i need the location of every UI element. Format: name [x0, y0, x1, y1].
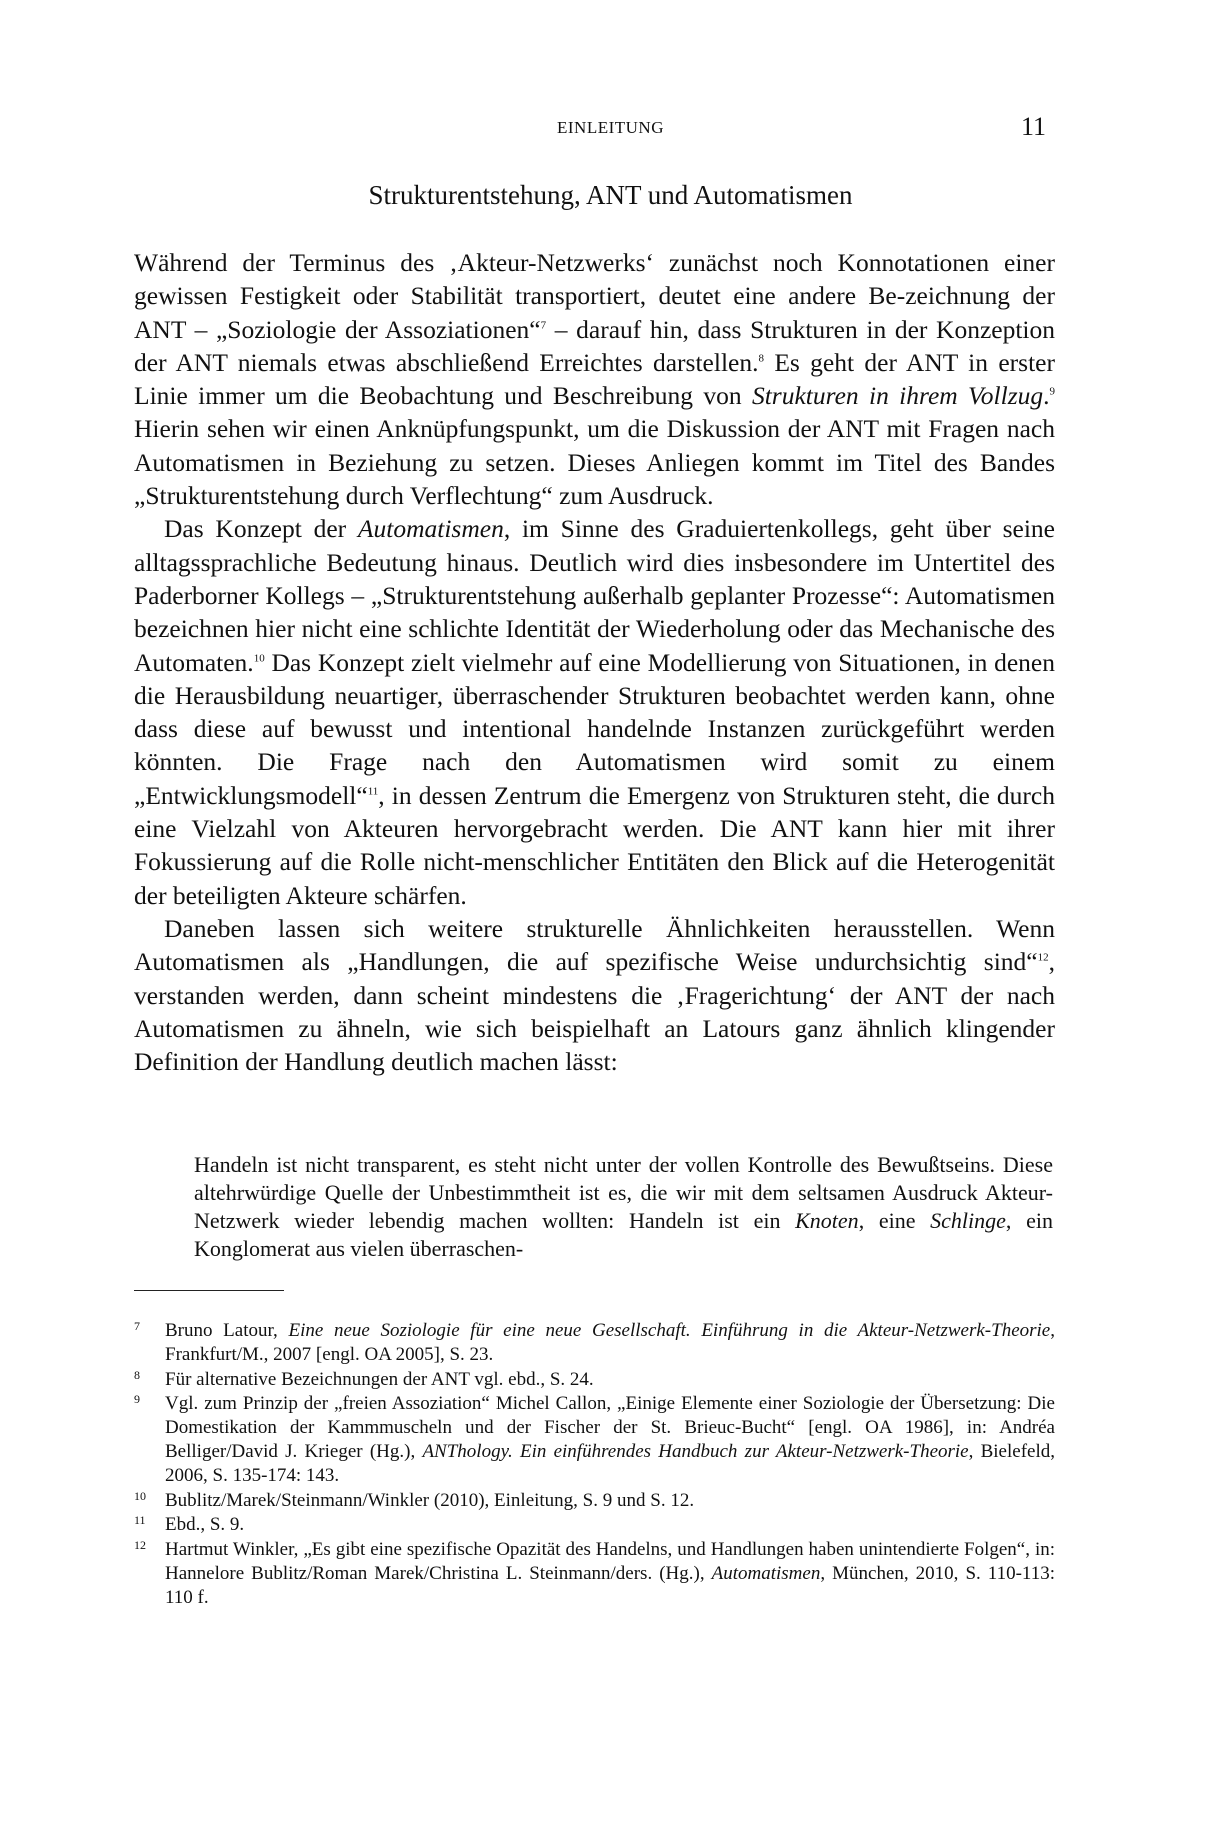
- paragraph-1: [134, 246, 1055, 512]
- paragraph-3: [134, 912, 1055, 1078]
- footnote-number: 11: [134, 1513, 146, 1528]
- footnote-text: [165, 1319, 1055, 1367]
- body-text: [134, 246, 1055, 1078]
- emphasis-text: Automatismen: [711, 1562, 821, 1584]
- block-quote: [194, 1151, 1053, 1263]
- footnote-text-part: Vgl. zum Prinzip der „freien Assoziation“ Michel Callon, „Einige Elemente einer Soziologie der Übersetzung: Die Domestikation der Kammmuscheln und der Fischer der St. Brieuc-Bucht“ [engl. OA 1986], in: Andréa Belliger/David J. Krieger (Hg.),: [165, 1393, 1055, 1462]
- paragraph-3-text: Daneben lassen sich weitere strukturelle Ähnlichkeiten herausstellen. Wenn Automatismen als „Handlungen, die auf spezifische Weise undurchsichtig sind“: [134, 913, 1055, 977]
- footnote-text-part: Bruno Latour,: [165, 1320, 289, 1341]
- footnote-number: 12: [134, 1538, 146, 1553]
- paragraph-2-text: , im Sinne des Graduiertenkollegs, geht über seine alltagssprachliche Bedeutung hinaus. Deutlich wird dies insbesondere im Untertitel des Paderborner Kollegs – „Strukturentstehung außerhalb geplanter Prozesse“: Automatismen bezeichnen hier nicht eine schlichte Identität der Wiederholung oder das Mechanische des Automaten.: [134, 514, 1055, 677]
- quote-text: , eine: [858, 1208, 931, 1233]
- footnotes: [134, 1319, 1055, 1611]
- footnote-ref-12: 12: [1037, 951, 1049, 964]
- paragraph-1-text: – darauf hin, dass Strukturen in der Konzeption der ANT niemals etwas abschließend Erreichtes darstellen.: [134, 314, 1056, 377]
- footnote-ref-7: 7: [540, 319, 547, 332]
- footnote-8: [134, 1368, 1055, 1392]
- footnote-text-part: , Frankfurt/M., 2007 [engl. OA 2005], S. 23.: [165, 1320, 1055, 1365]
- footnote-text: [165, 1513, 1055, 1537]
- quote-text: , ein Konglomerat aus vielen überraschen-: [194, 1208, 1053, 1261]
- footnote-12: [134, 1538, 1055, 1609]
- paragraph-2: [134, 512, 1055, 912]
- quote-text: Handeln ist nicht transparent, es steht nicht unter der vollen Kontrolle des Bewußtseins. Diese altehrwürdige Quelle der Unbestimmtheit ist es, die wir mit dem seltsamen Ausdruck Akteur-Netzwerk wieder lebendig machen wollten: Handeln ist ein: [194, 1152, 1053, 1233]
- emphasis-text: Strukturen in ihrem Vollzug: [751, 381, 1044, 411]
- footnote-text: [165, 1368, 1055, 1392]
- running-head-title: EINLEITUNG: [557, 118, 664, 137]
- emphasis-text: Knoten: [795, 1208, 859, 1233]
- footnote-ref-10: 10: [253, 652, 265, 665]
- footnote-11: [134, 1513, 1055, 1537]
- paragraph-1-text: Hierin sehen wir einen Anknüpfungspunkt, um die Diskussion der ANT mit Fragen nach Automatismen in Beziehung zu setzen. Dieses Anliegen kommt im Titel des Bandes „Strukturentstehung durch Verflechtung“ zum Ausdruck.: [134, 414, 1055, 511]
- footnote-text-part: Ebd., S. 9.: [165, 1514, 245, 1536]
- footnote-number: 7: [134, 1319, 140, 1333]
- footnote-text-part: Hartmut Winkler, „Es gibt eine spezifische Opazität des Handelns, und Handlungen haben unintendierte Folgen“, in: Hannelore Bublitz/Roman Marek/Christina L. Steinmann/ders. (Hg.),: [165, 1539, 1055, 1584]
- footnote-ref-8: 8: [758, 352, 764, 365]
- footnote-text: [165, 1538, 1055, 1609]
- footnote-number: 10: [134, 1488, 146, 1503]
- footnote-ref-11: 11: [367, 785, 379, 798]
- emphasis-text: Automatismen: [357, 514, 504, 544]
- footnote-divider: [134, 1290, 284, 1291]
- footnote-text: [165, 1489, 1055, 1513]
- footnote-text-part: Bublitz/Marek/Steinmann/Winkler (2010), Einleitung, S. 9 und S. 12.: [165, 1489, 695, 1511]
- paragraph-1-text: Während der Terminus des ‚Akteur-Netzwerks‘ zunächst noch Konnotationen einer gewissen Festigkeit oder Stabilität transportiert, deutet eine andere Be-zeichnung der ANT – „Soziologie der Assoziationen“: [134, 248, 1055, 344]
- section-heading: Strukturentstehung, ANT und Automatismen: [368, 180, 853, 210]
- paragraph-2-text: Das Konzept der: [164, 514, 358, 544]
- footnote-text-part: , Bielefeld, 2006, S. 135-174: 143.: [165, 1440, 1055, 1486]
- block-quote-paragraph: [194, 1151, 1053, 1263]
- footnote-text-part: , München, 2010, S. 110-113: 110 f.: [165, 1562, 1055, 1608]
- paragraph-2-text: Das Konzept zielt vielmehr auf eine Modellierung von Situationen, in denen die Herausbildung neuartiger, überraschender Strukturen beobachtet werden kann, ohne dass diese auf bewusst und intentional handelnde Instanzen zurückgeführt werden könnten. Die Frage nach den Automatismen wird somit zu einem „Entwicklungsmodell“: [134, 647, 1055, 810]
- footnote-text-part: Für alternative Bezeichnungen der ANT vgl. ebd., S. 24.: [165, 1368, 594, 1390]
- running-head: [0, 112, 1221, 146]
- footnote-7: [134, 1319, 1055, 1367]
- emphasis-text: Eine neue Soziologie für eine neue Gesellschaft. Einführung in die Akteur-Netzwerk-Theorie: [288, 1320, 1051, 1341]
- emphasis-text: Schlinge: [930, 1208, 1006, 1233]
- footnote-ref-9: 9: [1049, 385, 1055, 398]
- paragraph-1-text: Es geht der ANT in erster Linie immer um die Beobachtung und Beschreibung von: [134, 347, 1055, 411]
- footnote-number: 8: [134, 1367, 140, 1382]
- paragraph-1-text: .: [1043, 381, 1050, 411]
- footnote-10: [134, 1489, 1055, 1513]
- footnote-9: [134, 1392, 1055, 1487]
- page-number: 11: [1020, 112, 1046, 141]
- footnote-number: 9: [134, 1392, 140, 1407]
- paragraph-3-text: , verstanden werden, dann scheint mindestens die ‚Fragerichtung‘ der ANT der nach Automatismen zu ähneln, wie sich beispielhaft an Latours ganz ähnlich klingender Definition der Handlung deutlich machen lässt:: [134, 947, 1055, 1077]
- paragraph-2-text: , in dessen Zentrum die Emergenz von Strukturen steht, die durch eine Vielzahl von Akteuren hervorgebracht werden. Die ANT kann hier mit ihrer Fokussierung auf die Rolle nicht-menschlicher Entitäten den Blick auf die Heterogenität der beteiligten Akteure schärfen.: [134, 780, 1055, 910]
- footnote-text: [165, 1392, 1055, 1487]
- emphasis-text: ANThology. Ein einführendes Handbuch zur Akteur-Netzwerk-Theorie: [422, 1440, 969, 1462]
